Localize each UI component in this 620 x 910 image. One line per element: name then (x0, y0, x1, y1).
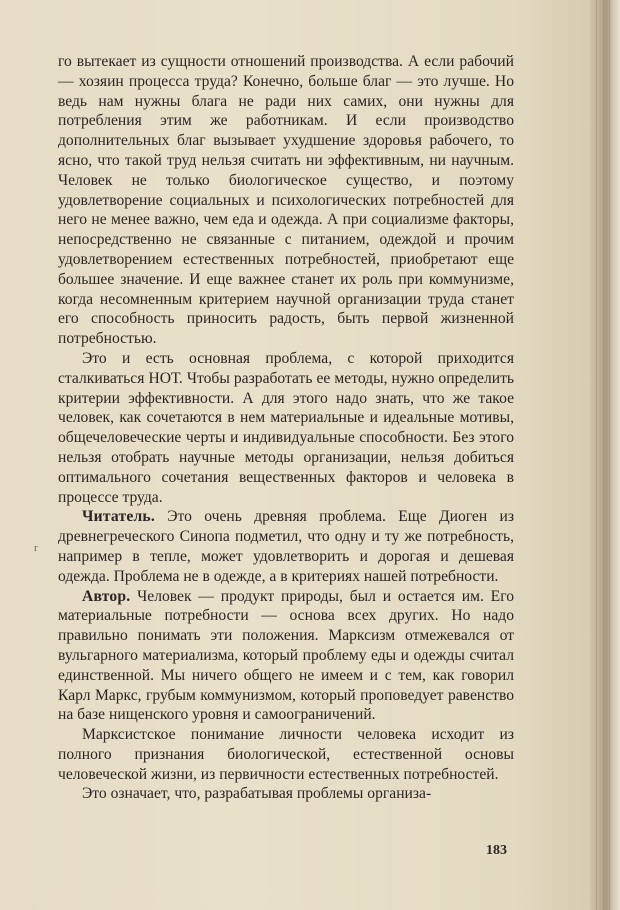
page-number: 183 (486, 843, 507, 858)
paragraph-text: Это очень древняя проблема. Еще Диоген из древнегреческого Синопа подметил, что одну и ту же потребность, например в тепле, может удовлетворить и дорогая и дешевая одежда. Проблема не в одежде, а в критериях нашей потребности. (58, 508, 514, 585)
page-edge-line (596, 0, 597, 910)
page-stack-edge (590, 0, 620, 910)
paragraph-text: Это и есть основная проблема, с которой приходится сталкиваться НОТ. Чтобы разработать ее методы, нужно определить критерии эффективности. А для этого надо знать, что же такое человек, как сочетаются в нем материальные и идеальные мотивы, общечеловеческие черты и индивидуальные способности. Без этого нельзя отобрать научные методы организации, нельзя добиться оптимального сочетания вещественных факторов и человека в процессе труда. (58, 349, 514, 506)
paragraph-6 (58, 784, 514, 804)
margin-mark: r (34, 542, 38, 554)
paragraph-text: го вытекает из сущности отношений производства. А если рабочий — хозяин процесса труда? Конечно, больше благ — это лучше. Но ведь нам нужны блага не ради них самих, они нужны для потребления этим же работникам. И если производство дополнительных благ вызывает ухудшение здоровья рабочего, то ясно, что такой труд нельзя считать ни эффективным, ни научным. Человек не только биологическое существо, и поэтому удовлетворение социальных и психологических потребностей для него не менее важно, чем еда и одежда. А при социализме факторы, непосредственно не связанные с питанием, одеждой и прочим удовлетворением естественных потребностей, приобретают еще большее значение. И еще важнее станет их роль при коммунизме, когда несомненным критерием научной организации труда станет его способность приносить радость, быть первой жизненной потребностью. (58, 53, 514, 348)
speaker-author: Автор. (82, 587, 131, 605)
paragraph-2 (58, 349, 514, 507)
paragraph-author (58, 587, 514, 726)
paragraph-text: Это означает, что, разрабатывая проблемы организа- (82, 785, 432, 803)
page-body-text (58, 52, 514, 804)
page-edge-line (609, 0, 610, 910)
paragraph-5 (58, 725, 514, 784)
speaker-reader: Читатель. (82, 508, 155, 526)
paragraph-1 (58, 52, 514, 349)
paragraph-text: Человек — продукт природы, был и остается им. Его материальные потребности — основа всех других. Но надо правильно понимать эти положения. Марксизм отмежевался от вульгарного материализма, который проблему еды и одежды считал единственной. Мы ничего общего не имеем и с тем, как говорил Карл Маркс, грубым коммунизмом, который проповедует равенство на базе нищенского уровня и самоограничений. (58, 587, 514, 724)
paragraph-reader (58, 507, 514, 586)
page-edge-line (603, 0, 604, 910)
paragraph-text: Марксистское понимание личности человека исходит из полного признания биологической, естественной основы человеческой жизни, из первичности естественных потребностей. (58, 726, 514, 783)
